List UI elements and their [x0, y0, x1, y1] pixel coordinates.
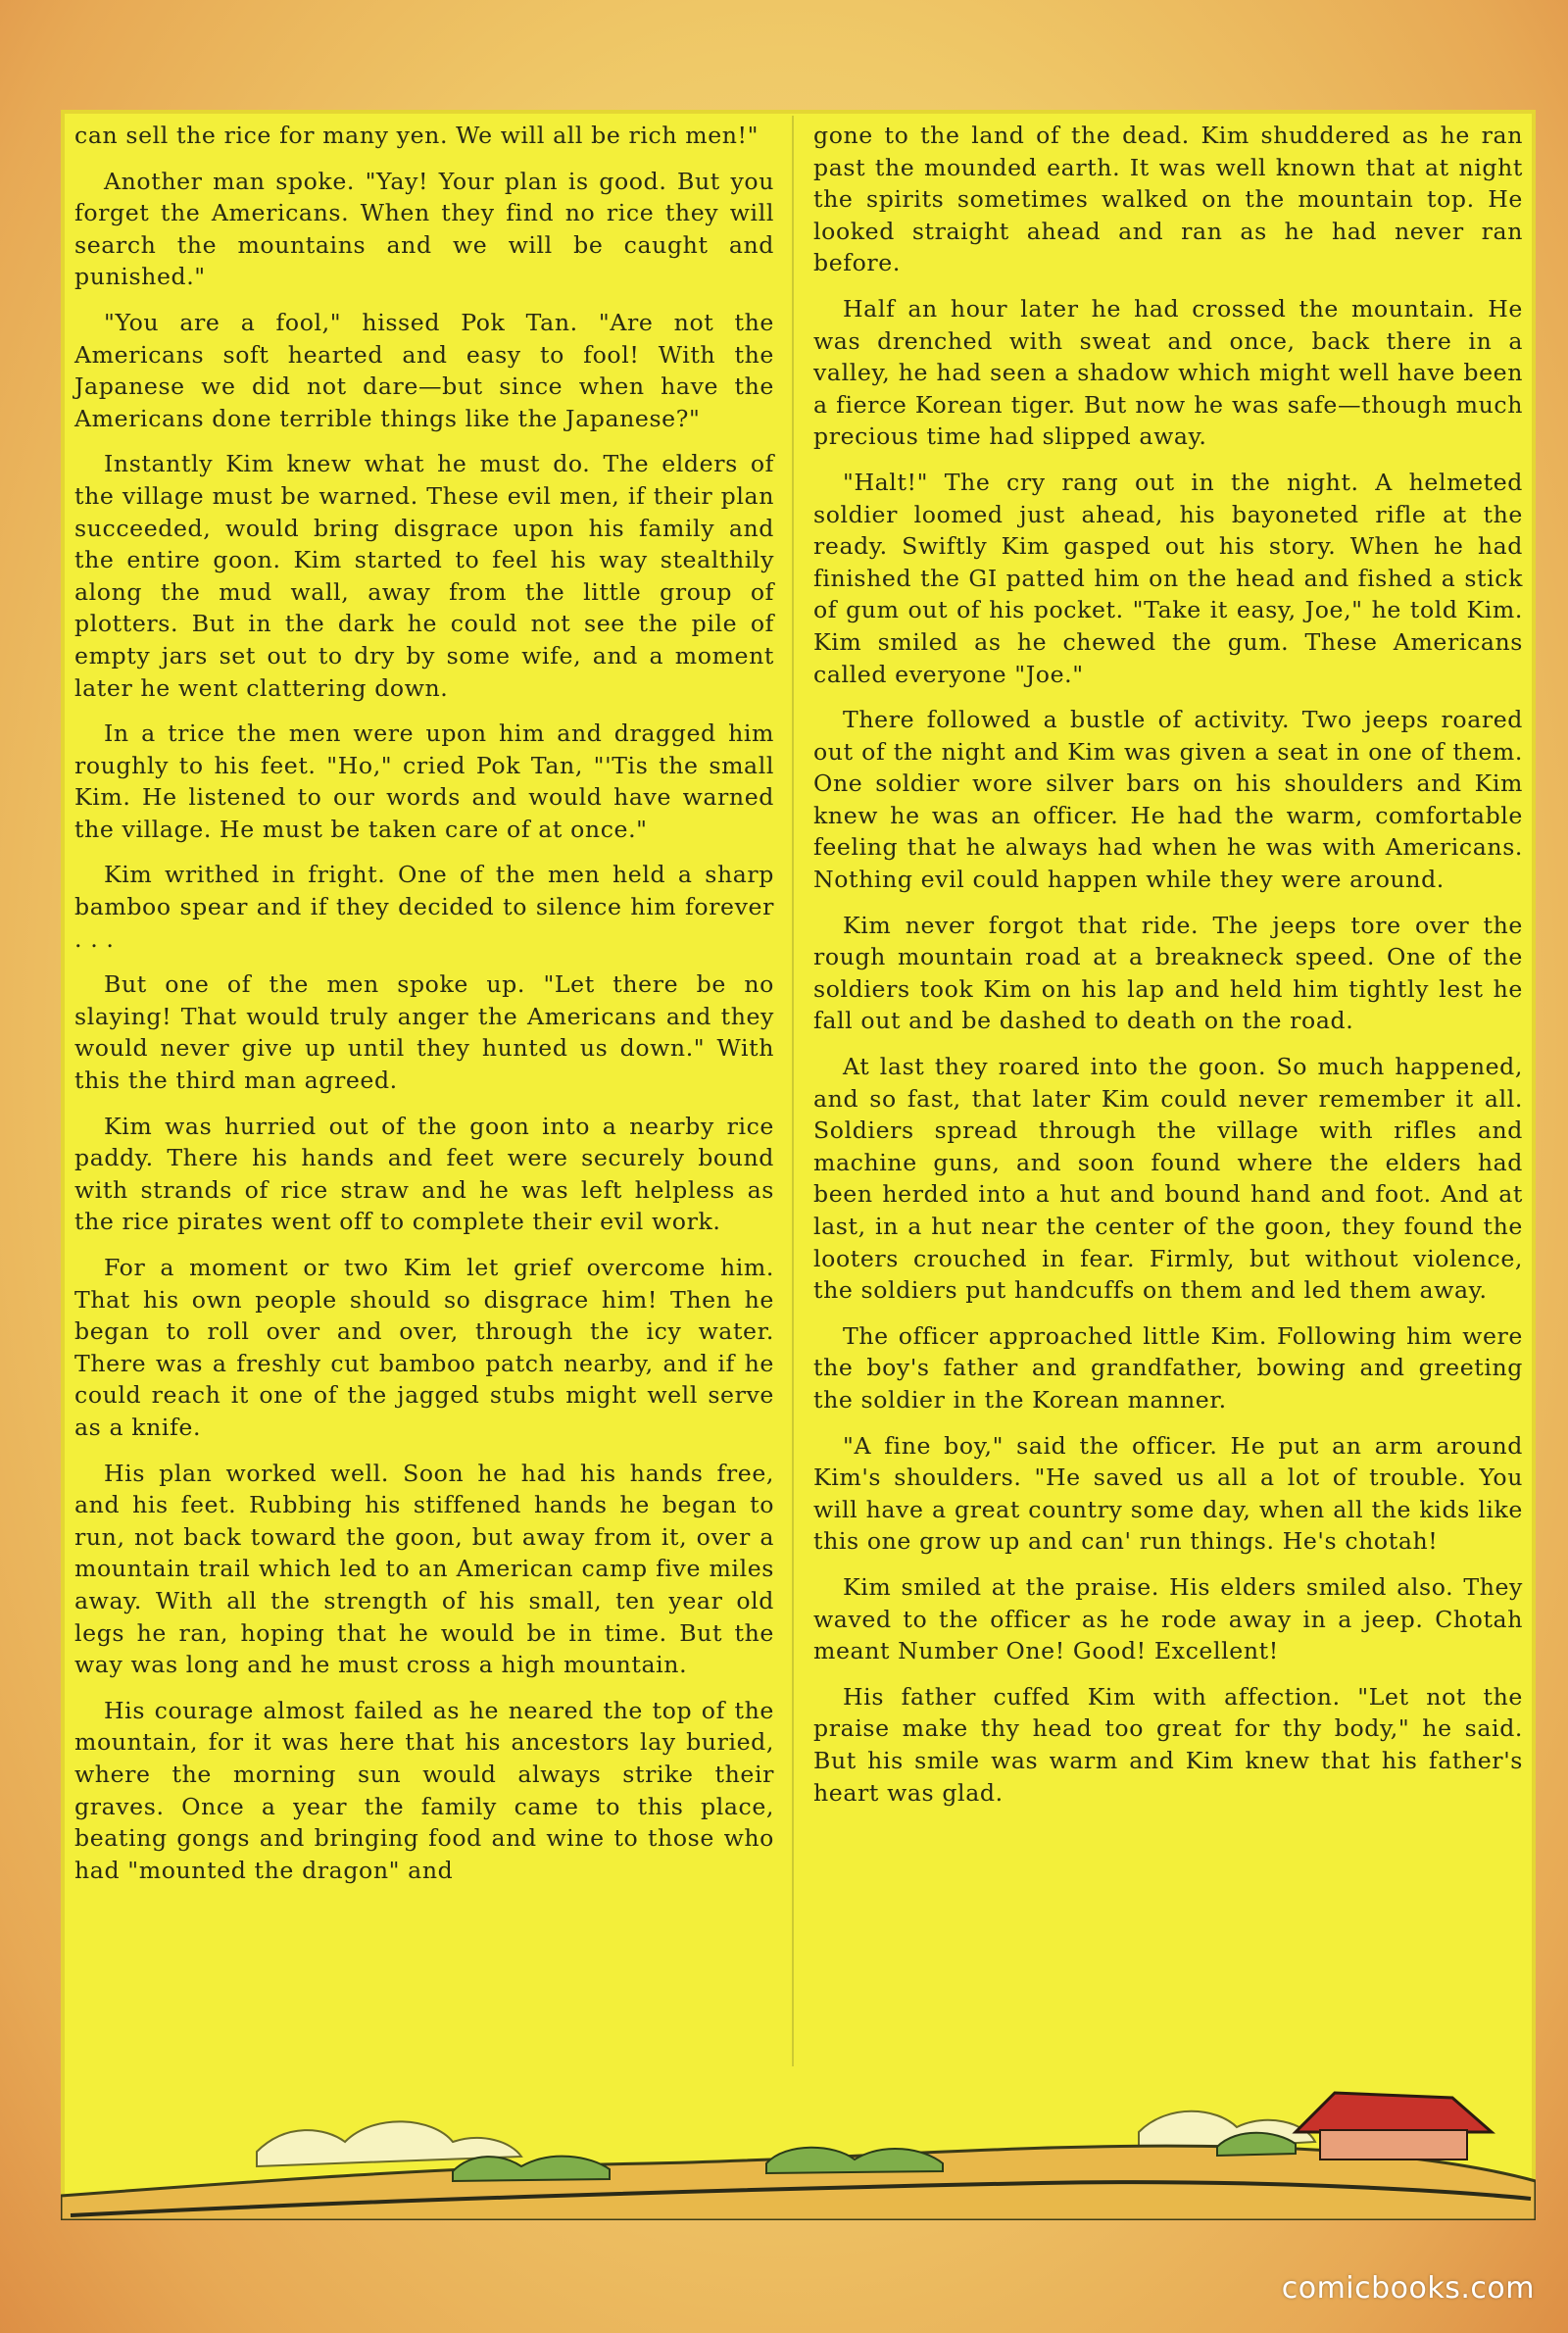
column-divider [792, 116, 794, 2066]
paragraph: gone to the land of the dead. Kim shuddered as he ran past the mounded earth. It was well known that at night the spirits sometimes walked on the mountain top. He looked straight ahead and ran as he had never ran before. [813, 122, 1523, 277]
paragraph: "Halt!" The cry rang out in the night. A helmeted soldier loomed just ahead, his bayoneted rifle at the ready. Swiftly Kim gasped out his story. When he had finished the GI patted him on the head and fished a stick of gum out of his pocket. "Take it easy, Joe," he told Kim. Kim smiled as he chewed the gum. These Americans called everyone "Joe." [813, 468, 1523, 688]
paragraph: The officer approached little Kim. Following him were the boy's father and grandfather, bowing and greeting the soldier in the Korean manner. [813, 1321, 1523, 1414]
paragraph: "A fine boy," said the officer. He put an arm around Kim's shoulders. "He saved us all a lot of trouble. You will have a great country some day, when all the kids like this one grow up and can' run things. He's chotah! [813, 1431, 1523, 1556]
house-wall [1320, 2130, 1467, 2159]
watermark-text: comicbooks.com [1281, 2271, 1535, 2306]
paragraph: Instantly Kim knew what he must do. The elders of the village must be warned. These evil men, if their plan succeeded, would bring disgrace upon his family and the entire goon. Kim started to feel his way stealthily along the mud wall, away from the little group of plotters. But in the dark he could not see the pile of empty jars set out to dry by some wife, and a moment later he went clattering down. [74, 450, 774, 702]
paragraph: Half an hour later he had crossed the mountain. He was drenched with sweat and once, back there in a valley, he had seen a shadow which might well have been a fierce Korean tiger. But now he was safe—though much precious time had slipped away. [813, 294, 1523, 451]
paragraph: At last they roared into the goon. So much happened, and so fast, that later Kim could never remember it all. Soldiers spread through the village with rifles and machine guns, and soon found where the elders had been herded into a hut and bound hand and foot. And at last, in a hut near the center of the goon, they found the looters crouched in fear. Firmly, but without violence, the soldiers put handcuffs on them and led them away. [813, 1053, 1523, 1305]
paragraph: There followed a bustle of activity. Two jeeps roared out of the night and Kim was given a seat in one of them. One soldier wore silver bars on his shoulders and Kim knew he was an officer. He had the warm, comfortable feeling that he always had when he was with Americans. Nothing evil could happen while they were around. [813, 706, 1523, 894]
right-column [813, 120, 1523, 1822]
paragraph: Kim writhed in fright. One of the men held a sharp bamboo spear and if they decided to silence him forever . . . [74, 861, 774, 953]
paragraph: Kim never forgot that ride. The jeeps tore over the rough mountain road at a breakneck speed. One of the soldiers took Kim on his lap and held him tightly lest he fall out and be dashed to death on the road. [813, 911, 1523, 1035]
paragraph: Kim was hurried out of the goon into a nearby rice paddy. There his hands and feet were securely bound with strands of rice straw and he was left helpless as the rice pirates went off to complete their evil work. [74, 1112, 774, 1236]
paragraph: For a moment or two Kim let grief overcome him. That his own people should so disgrace him! Then he began to roll over and over, through the icy water. There was a freshly cut bamboo patch nearby, and if he could reach it one of the jagged stubs might well serve as a knife. [74, 1254, 774, 1441]
house-roof [1296, 2093, 1492, 2132]
landscape-illustration [61, 2073, 1536, 2220]
paragraph: Kim smiled at the praise. His elders smiled also. They waved to the officer as he rode away in a jeep. Chotah meant Number One! Good! Excellent! [813, 1572, 1523, 1665]
paragraph: But one of the men spoke up. "Let there be no slaying! That would truly anger the Americans and they would never give up until they hunted us down." With this the third man agreed. [74, 970, 774, 1095]
paragraph: His father cuffed Kim with affection. "Let not the praise make thy head too great for thy body," he said. But his smile was warm and Kim knew that his father's heart was glad. [813, 1682, 1523, 1807]
paragraph: In a trice the men were upon him and dragged him roughly to his feet. "Ho," cried Pok Tan, "'Tis the small Kim. He listened to our words and would have warned the village. He must be taken care of at once." [74, 720, 774, 843]
paragraph: His courage almost failed as he neared the top of the mountain, for it was here that his ancestors lay buried, where the morning sun would always strike their graves. Once a year the family came to this place, beating gongs and bringing food and wine to those who had "mounted the dragon" and [74, 1696, 774, 1884]
paragraph: Another man spoke. "Yay! Your plan is good. But you forget the Americans. When they find no rice they will search the mountains and we will be caught and punished." [74, 167, 774, 291]
paragraph: His plan worked well. Soon he had his hands free, and his feet. Rubbing his stiffened hands he began to run, not back toward the goon, but away from it, over a mountain trail which led to an American camp five miles away. With all the strength of his small, ten year old legs he ran, hoping that he would be in time. But the way was long and he must cross a high mountain. [74, 1459, 774, 1679]
paragraph: can sell the rice for many yen. We will all be rich men!" [74, 122, 760, 149]
left-column [74, 120, 774, 1900]
trees-shape [766, 2148, 943, 2173]
paragraph: "You are a fool," hissed Pok Tan. "Are not the Americans soft hearted and easy to fool! With the Japanese we did not dare—but since when have the Americans done terrible things like the Japanese?" [74, 308, 774, 432]
trees-shape [453, 2157, 610, 2181]
